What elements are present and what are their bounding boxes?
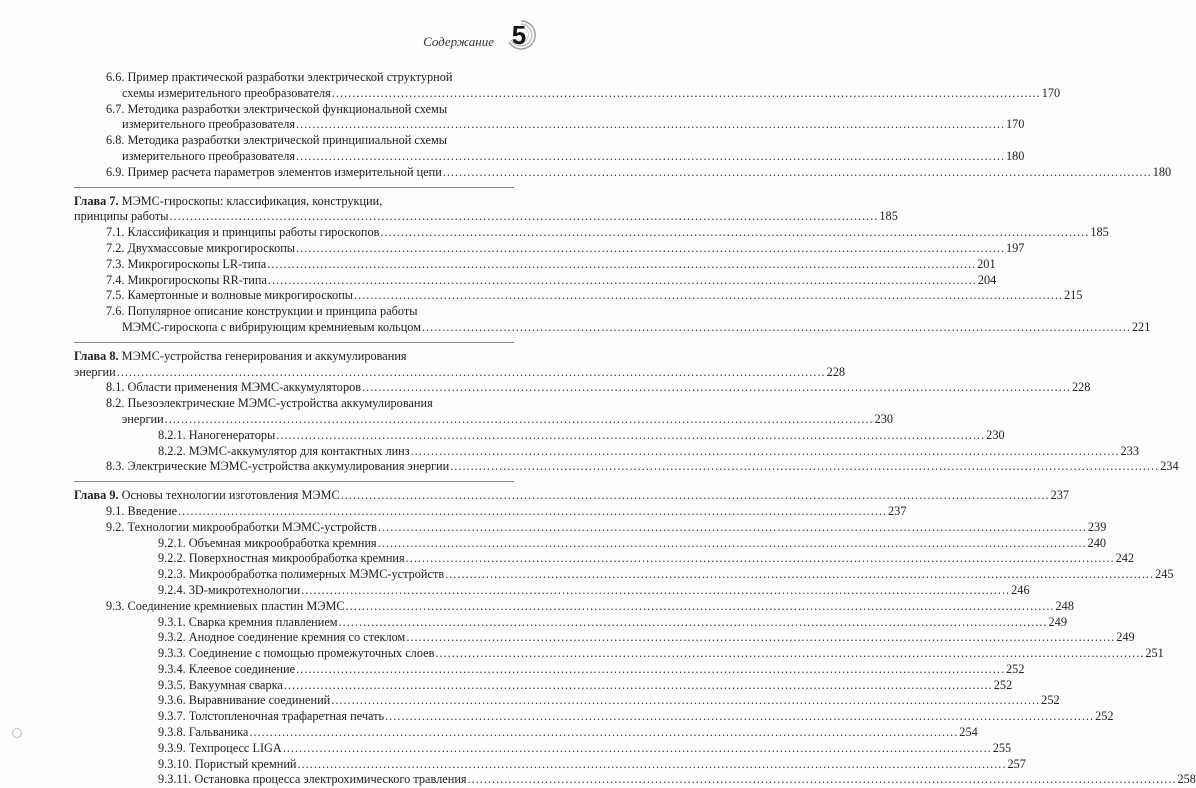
toc-line — [74, 209, 898, 225]
toc-page-number: 240 — [1087, 535, 1107, 550]
toc-line — [116, 551, 1135, 567]
toc-page-number: 180 — [1152, 164, 1172, 179]
toc-page-number: 170 — [1005, 117, 1025, 132]
toc-page-number: 234 — [1160, 459, 1179, 474]
toc-page-number: 248 — [1055, 598, 1074, 613]
dot-leader — [346, 599, 1055, 615]
chapter-label: Глава 9. — [74, 488, 119, 503]
toc-line — [90, 288, 1083, 304]
dot-leader — [331, 693, 1040, 709]
toc-line — [116, 443, 1139, 460]
toc-page-number: 251 — [1145, 646, 1164, 661]
entry-text: 6.6. Пример практической разработки электрической структурной — [106, 70, 453, 84]
toc-page-number: 204 — [977, 272, 997, 287]
toc-entry-title — [158, 741, 282, 757]
toc-page-number: 252 — [1041, 693, 1060, 708]
dot-leader — [117, 365, 826, 381]
toc-entry-title — [158, 772, 467, 788]
toc-entry-title — [106, 225, 379, 241]
entry-text: 7.6. Популярное описание конструкции и принципа работы — [106, 304, 418, 319]
dot-leader — [385, 709, 1094, 725]
toc-line — [90, 240, 1025, 257]
toc-entry-title — [158, 646, 434, 662]
toc-line — [74, 349, 514, 365]
toc-line — [116, 567, 1174, 583]
toc-line — [116, 725, 978, 741]
toc-entry[interactable] — [74, 693, 1060, 709]
toc-entry[interactable] — [74, 535, 1107, 552]
toc-entry[interactable] — [74, 396, 894, 428]
dot-leader — [406, 630, 1115, 646]
dot-leader — [296, 662, 1005, 678]
entry-text: 8.2.2. МЭМС-аккумулятор для контактных линз — [158, 443, 410, 458]
toc-line — [90, 459, 1179, 475]
entry-text: 9.3.9. Техпроцесс LIGA — [158, 740, 282, 755]
toc-entry[interactable] — [74, 582, 1030, 599]
toc-entry[interactable] — [74, 443, 1139, 460]
toc-line — [90, 148, 1025, 165]
entry-text: 9.3. Соединение кремниевых пластин МЭМС — [106, 598, 345, 613]
toc-line — [90, 304, 514, 320]
toc-entry-title — [74, 365, 116, 381]
dot-leader — [276, 428, 985, 444]
dot-leader — [445, 567, 1154, 583]
toc-entry-title — [158, 693, 330, 709]
dot-leader — [354, 288, 1063, 304]
toc-entry[interactable] — [74, 503, 907, 520]
toc-page-number: 255 — [992, 740, 1012, 755]
toc-page-number: 230 — [874, 411, 894, 426]
entry-text: 6.8. Методика разработки электрической принципиальной схемы — [106, 133, 448, 148]
entry-text: 9.2. Технологии микрообработки МЭМС-устройств — [106, 519, 377, 534]
entry-text: 8.1. Области применения МЭМС-аккумуляторов — [106, 380, 362, 395]
dot-leader — [268, 273, 977, 289]
toc-entry[interactable] — [74, 256, 996, 273]
toc-entry-title — [122, 117, 295, 133]
toc-entry-title — [106, 288, 353, 304]
toc-entry-title — [158, 709, 384, 725]
entry-text: 7.3. Микрогироскопы LR-типа — [106, 256, 267, 271]
toc-line — [90, 380, 1091, 396]
dot-leader — [411, 444, 1120, 460]
page-number: 5 — [511, 20, 527, 50]
toc-entry[interactable] — [74, 740, 1012, 757]
toc-line — [90, 117, 1025, 133]
toc-entry[interactable] — [74, 709, 1114, 725]
toc-line — [90, 256, 996, 273]
entry-text: 9.3.10. Пористый кремний — [158, 756, 297, 771]
entry-text: 8.3. Электрические МЭМС-устройства аккумулирования энергии — [106, 459, 450, 474]
toc-line — [90, 70, 514, 86]
toc-entry[interactable] — [74, 756, 1026, 773]
toc-line — [116, 709, 1114, 725]
entry-text: 8.2. Пьезоэлектрические МЭМС-устройства аккумулирования — [106, 396, 433, 411]
dot-leader — [406, 551, 1115, 567]
toc-page-number: 258 — [1177, 772, 1196, 787]
dot-leader — [443, 165, 1152, 181]
toc-page-number: 197 — [1006, 240, 1025, 255]
toc-entry[interactable] — [74, 519, 1107, 536]
toc-page-number: 242 — [1115, 551, 1135, 566]
toc-page-number: 246 — [1011, 582, 1030, 597]
toc-entry-title — [106, 380, 361, 396]
entry-text: 9.3.5. Вакуумная сварка — [158, 677, 283, 692]
dot-leader — [296, 117, 1005, 133]
dot-leader — [296, 149, 1005, 165]
toc-entry[interactable] — [74, 646, 1164, 662]
table-of-contents — [74, 70, 1196, 788]
entry-text: 9.3.2. Анодное соединение кремния со стеклом — [158, 630, 406, 645]
dot-leader — [378, 520, 1087, 536]
toc-entry-title — [106, 165, 442, 181]
toc-entry-title — [122, 86, 331, 102]
toc-entry-title — [158, 662, 295, 678]
toc-line — [90, 272, 997, 289]
dot-leader — [332, 86, 1041, 102]
toc-chapter-entry[interactable] — [74, 193, 898, 226]
toc-line — [90, 164, 1172, 181]
entry-text: 7.5. Камертонные и волновые микрогироскопы — [106, 288, 354, 303]
toc-entry-title — [158, 583, 300, 599]
entry-text: 9.3.7. Толстопленочная трафаретная печать — [158, 709, 385, 724]
toc-page-number: 249 — [1048, 614, 1067, 629]
toc-entry[interactable] — [74, 677, 1013, 694]
toc-page-number: 257 — [1007, 756, 1026, 771]
entry-text: 6.7. Методика разработки электрической функциональной схемы — [106, 101, 448, 116]
entry-text: Основы технологии изготовления МЭМС — [121, 488, 340, 503]
toc-page-number: 201 — [977, 256, 996, 271]
toc-page-number: 233 — [1120, 443, 1139, 458]
chapter-label: Глава 8. — [74, 348, 119, 363]
toc-line — [90, 503, 907, 520]
entry-text-continuation: МЭМС-гироскопа с вибрирующим кремниевым кольцом — [122, 319, 421, 334]
entry-text: 9.3.3. Соединение с помощью промежуточных слоев — [158, 646, 435, 661]
entry-text: 9.3.6. Выравнивание соединений — [158, 693, 331, 708]
toc-page-number: 252 — [1095, 709, 1114, 724]
entry-text: МЭМС-гироскопы: классификация, конструкции, — [121, 193, 383, 208]
toc-entry-title — [106, 241, 295, 257]
toc-entry[interactable] — [74, 225, 1109, 241]
toc-line — [90, 225, 1109, 241]
dot-leader — [341, 488, 1050, 504]
toc-entry[interactable] — [74, 70, 1061, 102]
toc-entry[interactable] — [74, 133, 1025, 165]
toc-line — [116, 535, 1107, 552]
dot-leader — [422, 320, 1131, 336]
dot-leader — [298, 757, 1007, 773]
corner-mark-icon — [12, 728, 22, 738]
toc-line — [74, 194, 514, 210]
dot-leader — [468, 772, 1177, 788]
toc-line — [116, 630, 1135, 646]
toc-entry-title — [106, 599, 345, 615]
entry-text-continuation: энергии — [122, 411, 164, 426]
toc-entry-title — [158, 757, 297, 773]
entry-text: 6.9. Пример расчета параметров элементов измерительной цепи — [106, 164, 442, 179]
toc-entry[interactable] — [74, 630, 1135, 646]
dot-leader — [296, 241, 1005, 257]
toc-line — [116, 772, 1196, 788]
toc-line — [74, 488, 1070, 504]
dot-leader — [178, 504, 887, 520]
dot-leader — [378, 536, 1087, 552]
toc-entry-title — [158, 630, 405, 646]
dot-leader — [301, 583, 1010, 599]
toc-entry-title — [158, 536, 377, 552]
toc-entry-title — [122, 412, 164, 428]
toc-page-number: 230 — [986, 427, 1005, 442]
dot-leader — [435, 646, 1144, 662]
toc-entry-title — [106, 520, 377, 536]
toc-entry-title — [106, 257, 266, 273]
toc-entry[interactable] — [74, 661, 1025, 678]
entry-text-continuation: энергии — [74, 364, 116, 379]
toc-line — [90, 133, 514, 149]
dot-leader — [450, 459, 1159, 475]
toc-page-number: 228 — [1071, 380, 1091, 395]
dot-leader — [283, 741, 992, 757]
toc-entry-title — [158, 567, 444, 583]
entry-text: 9.3.1. Сварка кремния плавлением — [158, 614, 338, 629]
dot-leader — [284, 678, 993, 694]
toc-page-number: 237 — [888, 503, 907, 518]
dot-leader — [249, 725, 958, 741]
toc-line — [90, 85, 1061, 102]
entry-text: 7.1. Классификация и принципы работы гироскопов — [106, 225, 380, 240]
toc-page-number: 228 — [826, 364, 846, 379]
entry-text: 9.3.4. Клеевое соединение — [158, 661, 296, 676]
toc-chapter-entry[interactable] — [74, 348, 846, 381]
toc-entry-title — [122, 149, 295, 165]
toc-entry[interactable] — [74, 459, 1179, 475]
toc-page-number: 185 — [1090, 225, 1109, 240]
dot-leader — [362, 380, 1071, 396]
toc-chapter-entry[interactable] — [74, 488, 1070, 504]
chapter-divider — [74, 342, 514, 343]
entry-text: 9.3.11. Остановка процесса электрохимического травления — [158, 772, 467, 787]
entry-text: 9.2.3. Микрообработка полимерных МЭМС-устройств — [158, 567, 445, 582]
toc-entry[interactable] — [74, 598, 1074, 615]
toc-entry-title — [106, 504, 177, 520]
toc-page-number: 221 — [1131, 319, 1151, 334]
dot-leader — [380, 225, 1089, 241]
chapter-divider — [74, 481, 514, 482]
entry-text: 9.2.1. Объемная микрообработка кремния — [158, 535, 377, 550]
toc-line — [90, 411, 894, 428]
toc-entry-title — [74, 488, 340, 504]
toc-page-number: 249 — [1116, 630, 1135, 645]
entry-text-continuation: принципы работы — [74, 209, 169, 224]
toc-page-number: 245 — [1155, 567, 1174, 582]
toc-entry-title — [158, 444, 410, 460]
dot-leader — [169, 209, 878, 225]
toc-line — [90, 396, 514, 412]
running-header-title: Содержание — [423, 34, 494, 49]
toc-entry[interactable] — [74, 272, 997, 289]
toc-line — [116, 693, 1060, 709]
toc-line — [116, 582, 1030, 599]
page-number-badge — [504, 18, 538, 52]
entry-text-continuation: схемы измерительного преобразователя — [122, 85, 331, 100]
toc-entry[interactable] — [74, 380, 1091, 396]
toc-page-number: 215 — [1063, 288, 1083, 303]
toc-page-number: 239 — [1087, 519, 1107, 534]
entry-text: 9.2.2. Поверхностная микрообработка кремния — [158, 551, 405, 566]
toc-entry[interactable] — [74, 101, 1025, 134]
toc-page-number: 252 — [993, 677, 1013, 692]
toc-line — [116, 756, 1026, 773]
entry-text-continuation: измерительного преобразователя — [122, 148, 296, 163]
toc-line — [90, 102, 514, 118]
toc-entry-title — [158, 551, 405, 567]
toc-page-number: 185 — [879, 209, 898, 224]
toc-page-number: 180 — [1005, 148, 1025, 163]
toc-line — [116, 427, 1005, 444]
toc-entry-title — [158, 428, 275, 444]
toc-page-number: 237 — [1050, 488, 1070, 503]
toc-entry[interactable] — [74, 164, 1172, 181]
toc-line — [116, 661, 1025, 678]
toc-entry[interactable] — [74, 567, 1174, 583]
chapter-divider — [74, 187, 514, 188]
toc-page-number: 252 — [1006, 661, 1025, 676]
toc-line — [74, 364, 846, 381]
toc-entry[interactable] — [74, 304, 1151, 336]
toc-entry-title — [74, 209, 168, 225]
toc-line — [90, 598, 1074, 615]
toc-entry[interactable] — [74, 288, 1083, 304]
toc-line — [90, 319, 1151, 336]
entry-text: 9.2.4. 3D-микротехнологии — [158, 582, 301, 597]
dot-leader — [339, 615, 1048, 631]
toc-line — [90, 519, 1107, 536]
entry-text: МЭМС-устройства генерирования и аккумулирования — [121, 348, 407, 363]
entry-text-continuation: измерительного преобразователя — [122, 117, 296, 132]
dot-leader — [165, 412, 874, 428]
toc-entry[interactable] — [74, 427, 1005, 444]
toc-entry-title — [158, 615, 338, 631]
entry-text: 7.4. Микрогироскопы RR-типа — [106, 272, 267, 287]
toc-entry[interactable] — [74, 551, 1135, 567]
toc-page-number: 170 — [1041, 85, 1061, 100]
toc-entry[interactable] — [74, 240, 1025, 257]
toc-entry-title — [122, 320, 421, 336]
toc-line — [116, 614, 1067, 631]
chapter-label: Глава 7. — [74, 193, 119, 208]
entry-text: 9.3.8. Гальваника — [158, 725, 249, 740]
toc-line — [116, 740, 1012, 757]
toc-line — [116, 677, 1013, 694]
toc-entry[interactable] — [74, 725, 978, 741]
entry-text: 9.1. Введение — [106, 503, 178, 518]
toc-entry-title — [158, 725, 248, 741]
toc-entry[interactable] — [74, 772, 1196, 788]
entry-text: 8.2.1. Наногенераторы — [158, 427, 276, 442]
entry-text: 7.2. Двухмассовые микрогироскопы — [106, 240, 296, 255]
toc-entry-title — [106, 459, 449, 475]
dot-leader — [267, 257, 976, 273]
toc-line — [116, 646, 1164, 662]
toc-entry-title — [158, 678, 283, 694]
toc-entry-title — [106, 273, 267, 289]
toc-page-number: 254 — [959, 725, 978, 740]
toc-entry[interactable] — [74, 614, 1067, 631]
